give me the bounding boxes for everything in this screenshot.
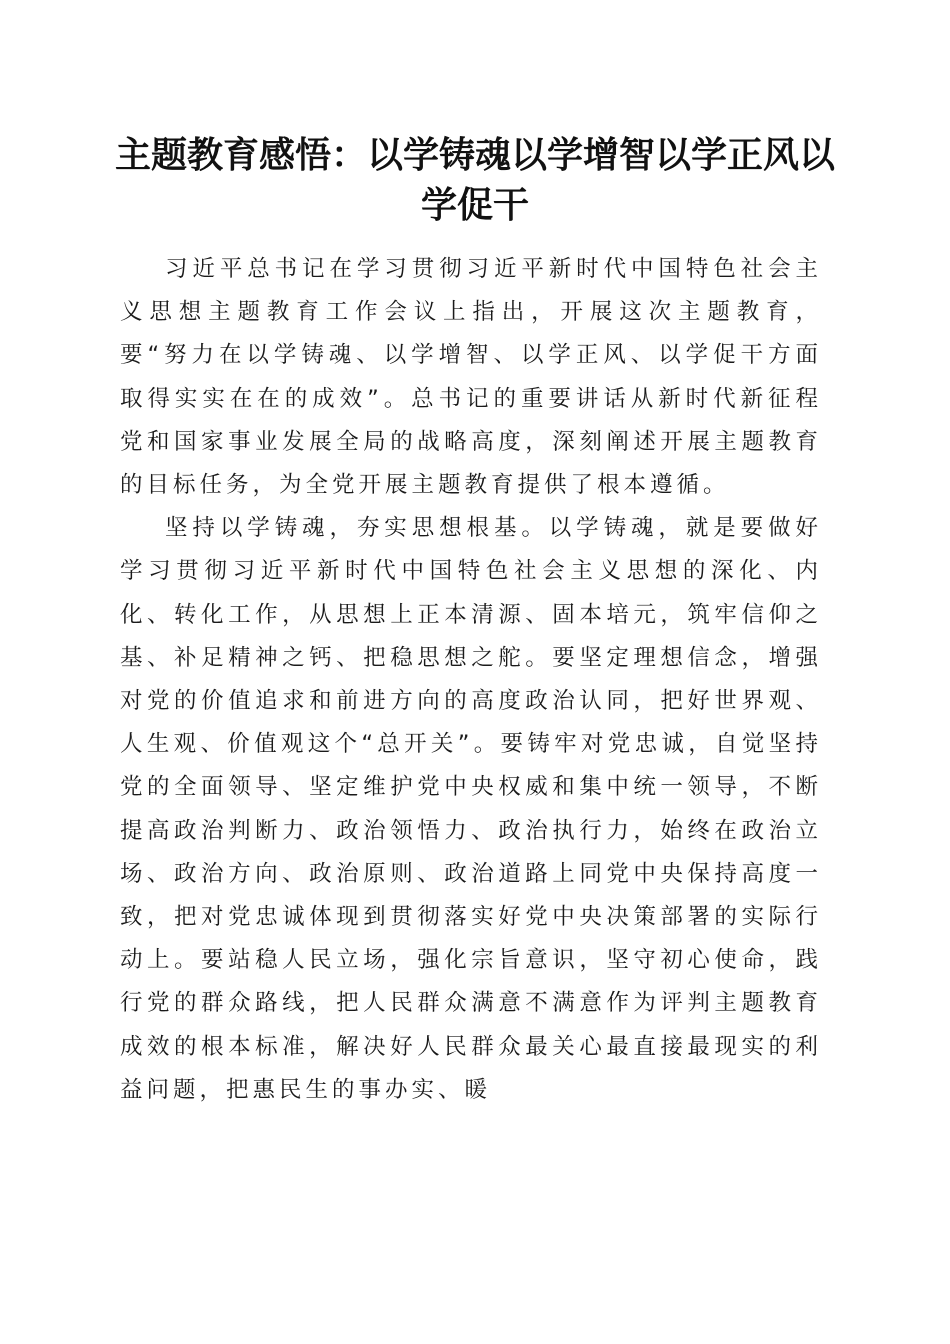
document-title: 主题教育感悟：以学铸魂以学增智以学正风以学促干 [114, 134, 835, 226]
paragraph-soul: 坚持以学铸魂，夯实思想根基。以学铸魂，就是要做好学习贯彻习近平新时代中国特色社会主义思想的深化、内化、转化工作，从思想上正本清源、固本培元，筑牢信仰之基、补足精神之钙、把稳思想之舵。要坚定理想信念，增强对党的价值追求和前进方向的高度政治认同，把好世界观、人生观、价值观这个“总开关”。要铸牢对党忠诚，自觉坚持党的全面领导、坚定维护党中央权威和集中统一领导，不断提高政治判断力、政治领悟力、政治执行力，始终在政治立场、政治方向、政治原则、政治道路上同党中央保持高度一致，把对党忠诚体现到贯彻落实好党中央决策部署的实际行动上。要站稳人民立场，强化宗旨意识，坚守初心使命，践行党的群众路线，把人民群众满意不满意作为评判主题教育成效的根本标准，解决好人民群众最关心最直接最现实的利益问题，把惠民生的事办实、暖 [120, 515, 822, 1103]
document-body [120, 248, 822, 1112]
paragraph-intro: 习近平总书记在学习贯彻习近平新时代中国特色社会主义思想主题教育工作会议上指出，开展这次主题教育，要“努力在以学铸魂、以学增智、以学正风、以学促干方面取得实实在在的成效”。总书记的重要讲话从新时代新征程党和国家事业发展全局的战略高度，深刻阐述开展主题教育的目标任务，为全党开展主题教育提供了根本遵循。 [120, 256, 822, 499]
